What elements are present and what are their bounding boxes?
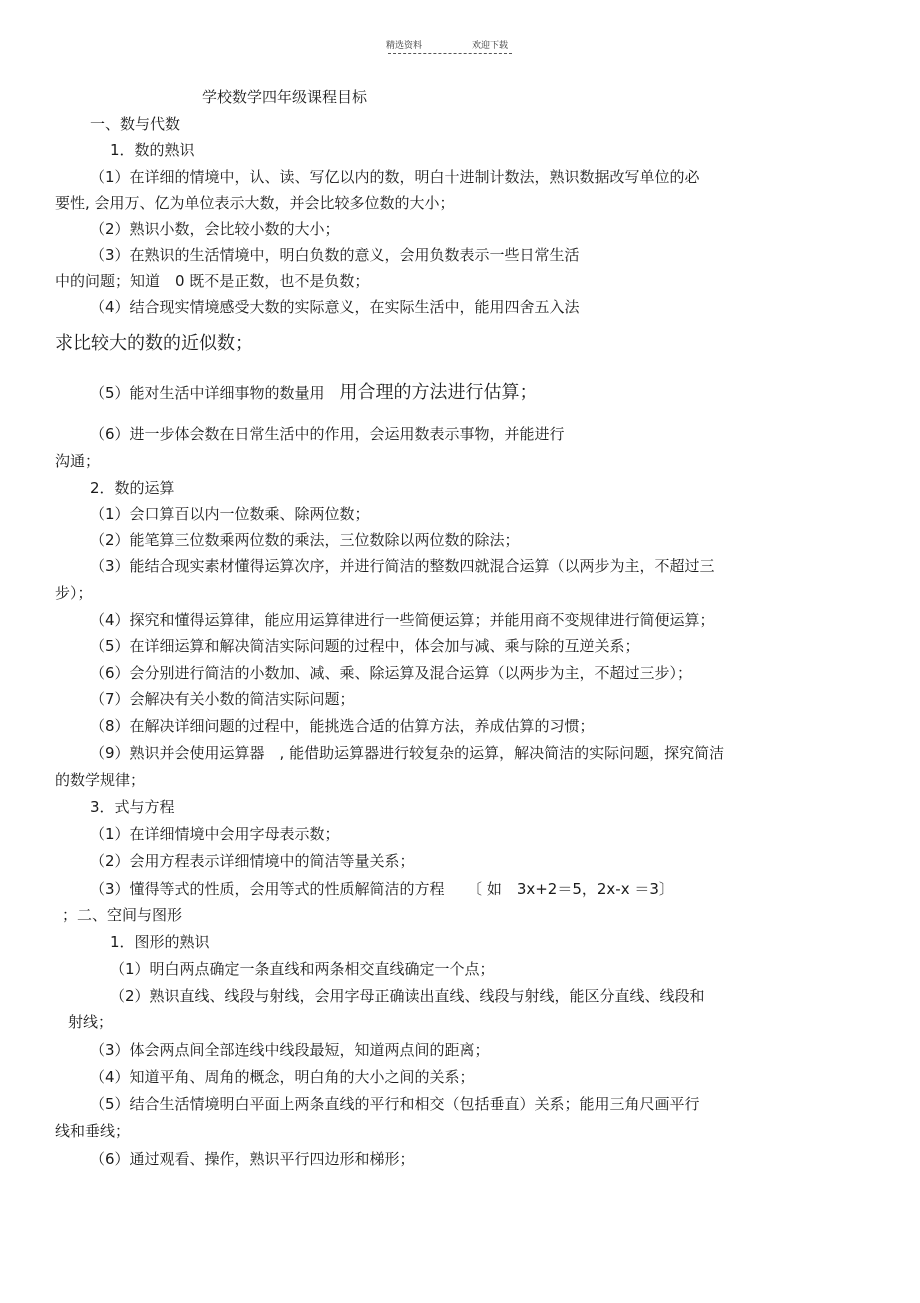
paragraph-line-mixed [90,383,538,403]
subsection-heading-2-1: 1．图形的熟识 [110,933,210,951]
paragraph-line-large: 求比较大的数的近似数； [55,333,253,354]
subsection-heading-1-2: 2．数的运算 [90,479,175,497]
paragraph-line: （5）结合生活情境明白平面上两条直线的平行和相交（包括垂直）关系；能用三角尺画平行 [90,1095,700,1113]
paragraph-line: （6）进一步体会数在日常生活中的作用，会运用数表示事物，并能进行 [90,425,565,443]
paragraph-line: （1）明白两点确定一条直线和两条相交直线确定一个点； [110,960,495,978]
paragraph-line: （1）会口算百以内一位数乘、除两位数； [90,505,370,523]
paragraph-line: （7）会解决有关小数的简洁实际问题； [90,690,355,708]
paragraph-line: （3）懂得等式的性质，会用等式的性质解简洁的方程 〔 如 3x+2＝5，2x-x ＝3〕 [90,880,674,898]
paragraph-line: （2）熟识直线、线段与射线，会用字母正确读出直线、线段与射线，能区分直线、线段和 [110,987,705,1005]
paragraph-line: （8）在解决详细问题的过程中，能挑选合适的估算方法，养成估算的习惯； [90,717,595,735]
paragraph-line: （3）在熟识的生活情境中，明白负数的意义，会用负数表示一些日常生活 [90,246,580,264]
paragraph-line: （9）熟识并会使用运算器 , 能借助运算器进行较复杂的运算，解决简洁的实际问题，探究简洁 [90,744,725,762]
paragraph-line: （2）能笔算三位数乘两位数的乘法，三位数除以两位数的除法； [90,531,520,549]
section-heading-2: ；二、空间与图形 [62,906,183,924]
paragraph-line: 中的问题；知道 0 既不是正数，也不是负数； [55,272,370,290]
paragraph-line: 的数学规律； [55,771,146,789]
paragraph-line-part-large: 用合理的方法进行估算； [339,382,538,403]
paragraph-line: （3）体会两点间全部连线中线段最短，知道两点间的距离； [90,1041,490,1059]
paragraph-line: 沟通； [55,452,101,470]
paragraph-line: （2）熟识小数，会比较小数的大小； [90,220,340,238]
paragraph-line: （4）结合现实情境感受大数的实际意义，在实际生活中，能用四舍五入法 [90,298,580,316]
paragraph-line-part: （5）能对生活中详细事物的数量用 [90,384,340,402]
subsection-heading-1-1: 1．数的熟识 [110,141,195,159]
header-right-text: 欢迎下载 [472,41,509,51]
document-title: 学校数学四年级课程目标 [202,88,368,106]
paragraph-line: （1）在详细情境中会用字母表示数； [90,825,340,843]
header-divider [388,53,512,54]
paragraph-line: （2）会用方程表示详细情境中的简洁等量关系； [90,852,415,870]
section-heading-1: 一、数与代数 [90,115,181,133]
paragraph-line: 要性, 会用万、亿为单位表示大数，并会比较多位数的大小； [55,194,455,212]
paragraph-line: （4）探究和懂得运算律，能应用运算律进行一些简便运算；并能用商不变规律进行简便运算； [90,611,715,629]
paragraph-line: （4）知道平角、周角的概念，明白角的大小之间的关系； [90,1068,475,1086]
paragraph-line: 线和垂线； [55,1122,131,1140]
paragraph-line: 步）； [55,584,93,602]
paragraph-line: 射线； [68,1013,114,1031]
header-left-text: 精选资料 [386,41,423,51]
paragraph-line: （6）通过观看、操作，熟识平行四边形和梯形； [90,1150,415,1168]
paragraph-line: （1）在详细的情境中，认、读、写亿以内的数，明白十进制计数法，熟识数据改写单位的必 [90,168,700,186]
paragraph-line: （3）能结合现实素材懂得运算次序，并进行简洁的整数四就混合运算（以两步为主，不超过三 [90,557,715,575]
paragraph-line: （6）会分别进行简洁的小数加、减、乘、除运算及混合运算（以两步为主，不超过三步）； [90,664,693,682]
paragraph-line: （5）在详细运算和解决简洁实际问题的过程中，体会加与减、乘与除的互逆关系； [90,637,640,655]
subsection-heading-1-3: 3．式与方程 [90,798,175,816]
